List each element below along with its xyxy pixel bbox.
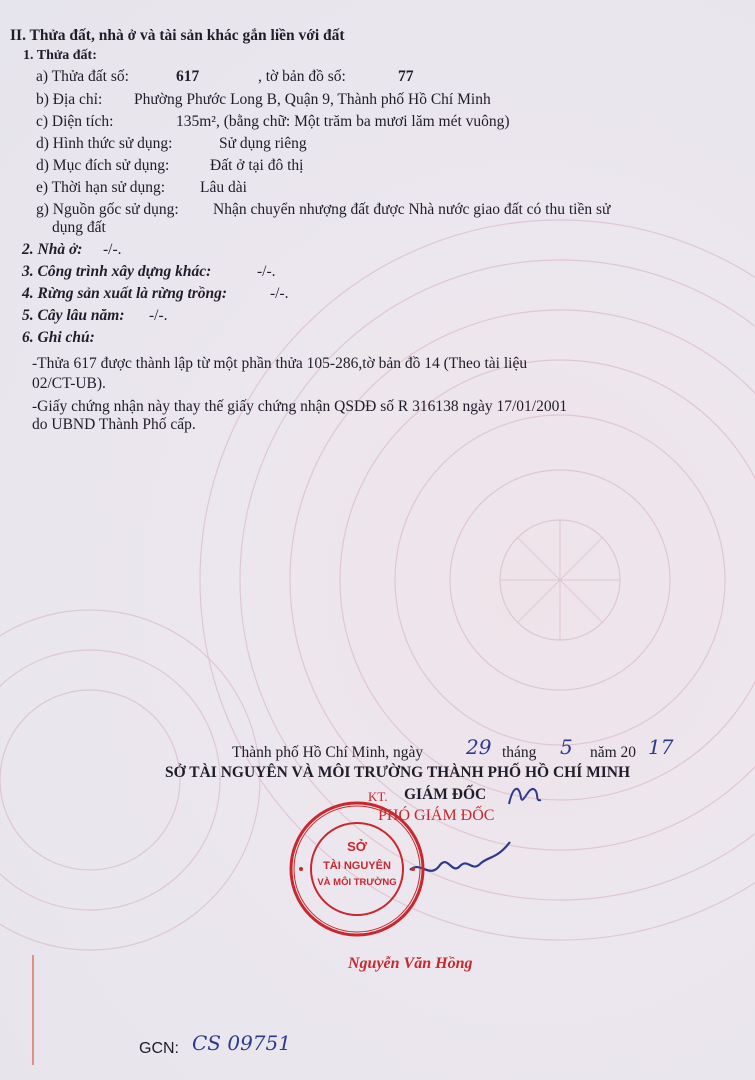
origin-label: g) Nguồn gốc sử dụng: bbox=[36, 201, 179, 218]
seal-line-1: SỞ bbox=[347, 839, 367, 854]
seal-line-3: VÀ MÔI TRƯỜNG bbox=[317, 877, 397, 888]
usage-purpose-label: d) Mục đích sử dụng: bbox=[36, 157, 170, 174]
signer-name: Nguyễn Văn Hồng bbox=[348, 955, 473, 972]
parcel-number-label: a) Thửa đất số: bbox=[36, 68, 129, 85]
seal-line-2: TÀI NGUYÊN bbox=[323, 860, 391, 872]
origin-value-line1: Nhận chuyển nhượng đất được Nhà nước giao đất có thu tiền sử bbox=[213, 201, 611, 218]
perennial-trees-heading: 5. Cây lâu năm: bbox=[22, 307, 125, 324]
perennial-trees-value: -/-. bbox=[149, 307, 168, 324]
usage-form-value: Sử dụng riêng bbox=[219, 135, 307, 152]
subsection-heading: 1. Thửa đất: bbox=[23, 48, 97, 63]
kt-mark: KT. bbox=[368, 789, 388, 804]
official-seal bbox=[287, 799, 427, 939]
planted-forest-value: -/-. bbox=[270, 285, 289, 302]
house-value: -/-. bbox=[103, 241, 122, 258]
gcn-label: GCN: bbox=[139, 1040, 179, 1057]
initials-mark bbox=[505, 780, 545, 810]
issuing-agency: SỞ TÀI NGUYÊN VÀ MÔI TRƯỜNG THÀNH PHỐ HỒ CHÍ MINH bbox=[165, 764, 631, 781]
other-construction-heading: 3. Công trình xây dựng khác: bbox=[22, 263, 212, 280]
address-label: b) Địa chỉ: bbox=[36, 91, 103, 108]
note-2-line1: -Giấy chứng nhận này thay thế giấy chứng nhận QSDĐ số R 316138 ngày 17/01/2001 bbox=[32, 398, 568, 415]
map-sheet-label: , tờ bản đồ số: bbox=[258, 68, 346, 85]
note-1-line1: -Thửa 617 được thành lập từ một phần thửa 105-286,tờ bản đồ 14 (Theo tài liệu bbox=[32, 355, 528, 372]
note-2-line2: do UBND Thành Phố cấp. bbox=[32, 416, 196, 433]
date-day: 29 bbox=[466, 735, 492, 759]
area-label: c) Diện tích: bbox=[36, 113, 114, 130]
date-prefix: Thành phố Hồ Chí Minh, ngày bbox=[232, 744, 424, 761]
origin-value-line2: dụng đất bbox=[52, 219, 106, 236]
map-sheet-value: 77 bbox=[398, 68, 414, 85]
date-month-label: tháng bbox=[502, 744, 537, 761]
usage-form-label: d) Hình thức sử dụng: bbox=[36, 135, 173, 152]
usage-purpose-value: Đất ở tại đô thị bbox=[210, 157, 304, 174]
address-value: Phường Phước Long B, Quận 9, Thành phố Hồ Chí Minh bbox=[134, 91, 491, 108]
deputy-director-title: PHÓ GIÁM ĐỐC bbox=[378, 807, 495, 824]
date-year-suffix: 17 bbox=[648, 735, 674, 759]
director-title: GIÁM ĐỐC bbox=[404, 786, 487, 803]
house-heading: 2. Nhà ở: bbox=[22, 241, 83, 258]
note-1-line2: 02/CT-UB). bbox=[32, 375, 106, 392]
notes-heading: 6. Ghi chú: bbox=[22, 329, 95, 346]
usage-term-label: e) Thời hạn sử dụng: bbox=[36, 179, 166, 196]
parcel-number-value: 617 bbox=[176, 68, 200, 85]
usage-term-value: Lâu dài bbox=[200, 179, 247, 196]
date-year-label: năm 20 bbox=[590, 744, 637, 761]
gcn-number: CS 09751 bbox=[192, 1031, 291, 1055]
date-month: 5 bbox=[560, 735, 573, 759]
planted-forest-heading: 4. Rừng sản xuất là rừng trồng: bbox=[22, 285, 228, 302]
other-construction-value: -/-. bbox=[257, 263, 276, 280]
area-value: 135m², (bằng chữ: Một trăm ba mươi lăm mét vuông) bbox=[176, 113, 510, 130]
section-heading: II. Thửa đất, nhà ở và tài sản khác gắn liền với đất bbox=[10, 27, 345, 44]
